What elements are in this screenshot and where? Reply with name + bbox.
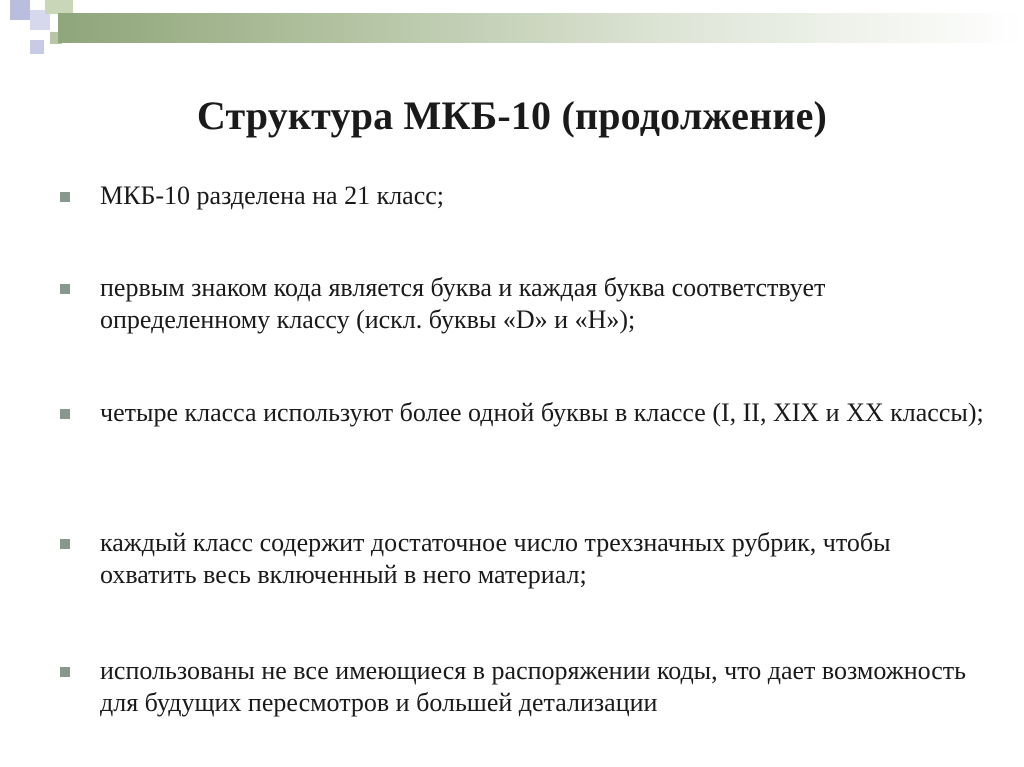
deco-square (10, 0, 30, 20)
square-bullet-icon (60, 284, 70, 294)
bullet-text: каждый класс содержит достаточное число трехзначных рубрик, чтобы охватить весь включенный в него материал; (100, 528, 891, 589)
square-bullet-icon (60, 539, 70, 549)
square-bullet-icon (60, 409, 70, 419)
deco-square (30, 40, 44, 54)
bullet-text: первым знаком кода является буква и каждая буква соответствует определенному классу (искл. буквы «D» и «H»); (100, 273, 826, 334)
square-bullet-icon (60, 667, 70, 677)
bullet-text: использованы не все имеющиеся в распоряжении коды, что дает возможность для будущих пересмотров и большей детализации (100, 656, 967, 717)
bullet-text: четыре класса используют более одной буквы в классе (I, II, XIX и XX классы); (100, 398, 984, 427)
slide-title: Структура МКБ-10 (продолжение) (196, 93, 828, 138)
deco-square (45, 0, 73, 14)
bullet-text: МКБ-10 разделена на 21 класс; (100, 181, 445, 210)
top-gradient-bar (58, 13, 1024, 43)
square-bullet-icon (60, 192, 70, 202)
